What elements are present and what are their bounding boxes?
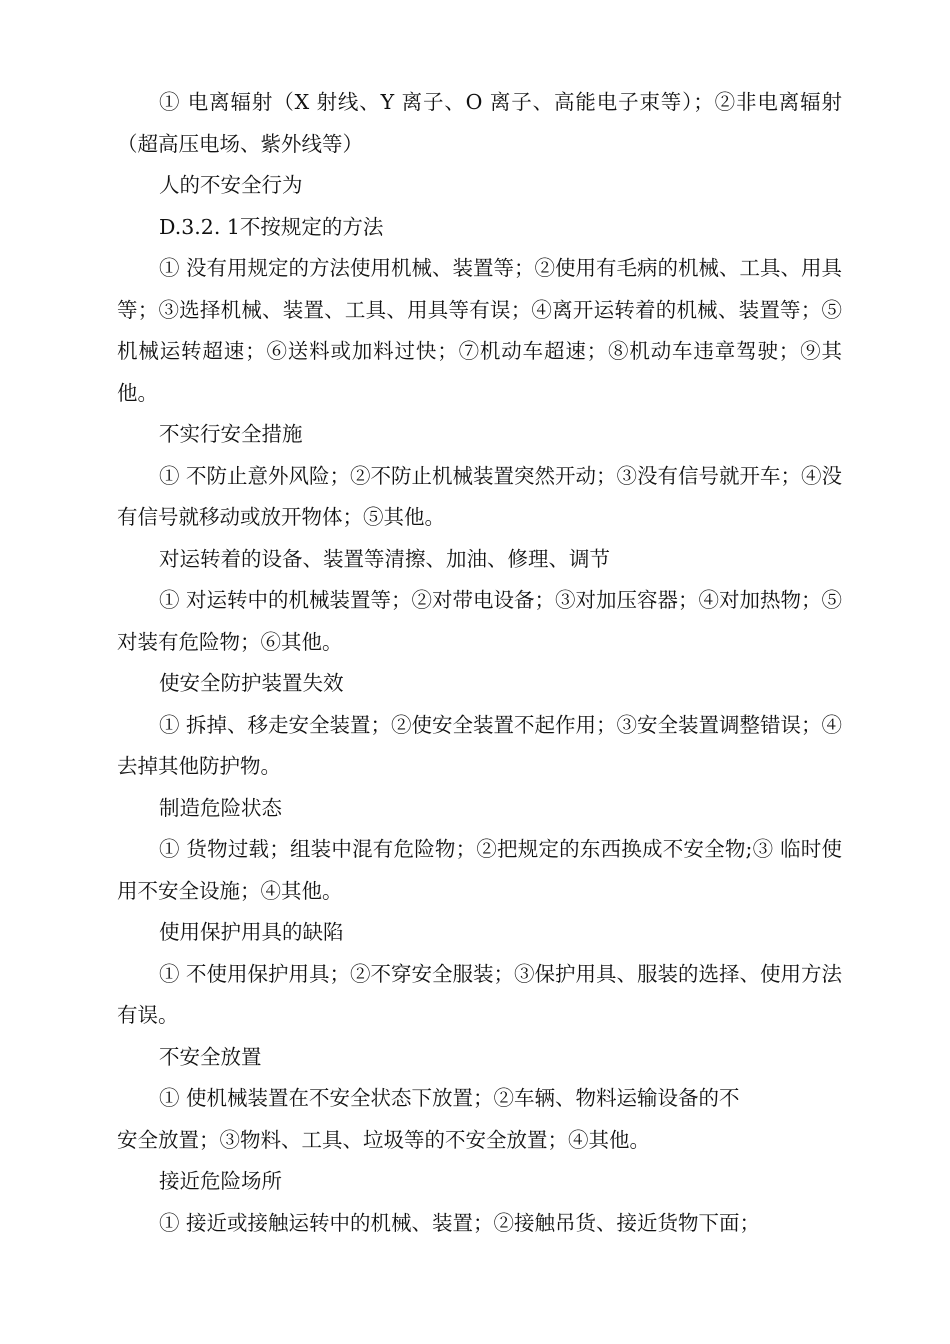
placement-line-2: 安全放置；③物料、工具、垃圾等的不安全放置；④其他。	[117, 1127, 650, 1152]
unsafe-placement-items	[117, 1078, 842, 1161]
heading-unsafe-placement: 不安全放置	[159, 1044, 262, 1069]
protective-gear-items: ① 不使用保护用具；②不穿安全服装；③保护用具、服装的选择、使用方法有误。	[117, 961, 843, 1027]
heading-no-safety-measures: 不实行安全措施	[159, 422, 303, 446]
running-equipment-items: ① 对运转中的机械装置等；②对带电设备；③对加压容器；④对加热物；⑤对装有危险物；⑥其他。	[117, 588, 843, 654]
disable-protection-items: ① 拆掉、移走安全装置；②使安全装置不起作用；③安全装置调整错误；④去掉其他防护物。	[117, 712, 843, 778]
heading-disable-protection: 使安全防护装置失效	[159, 671, 344, 695]
document-page	[117, 82, 842, 1244]
method-items: ① 没有用规定的方法使用机械、装置等；②使用有毛病的机械、工具、用具等；③选择机械、装置、工具、用具等有误；④离开运转着的机械、装置等；⑤机械运转超速；⑥送料或加料过快；⑦机动车超速；⑧机动车违章驾驶；⑨其他。	[117, 256, 843, 405]
heading-d3-2-1: D.3.2. 1不按规定的方法	[159, 214, 384, 239]
create-danger-items: ① 货物过载；组装中混有危险物；②把规定的东西换成不安全物;③ 临时使用不安全设施；④其他。	[117, 837, 842, 903]
heading-protective-gear: 使用保护用具的缺陷	[159, 920, 344, 944]
safety-measure-items: ① 不防止意外风险；②不防止机械装置突然开动；③没有信号就开车；④没有信号就移动或放开物体；⑤其他。	[117, 463, 843, 529]
radiation-items: ① 电离辐射（X 射线、Y 离子、O 离子、高能电子束等）；②非电离辐射（超高压电场、紫外线等）	[117, 90, 842, 156]
heading-create-danger: 制造危险状态	[159, 795, 282, 820]
placement-line-1: ① 使机械装置在不安全状态下放置；②车辆、物料运输设备的不	[159, 1086, 740, 1110]
heading-unsafe-behavior: 人的不安全行为	[159, 173, 303, 197]
heading-approach-danger: 接近危险场所	[159, 1169, 282, 1193]
approach-danger-items: ① 接近或接触运转中的机械、装置；②接触吊货、接近货物下面；	[159, 1210, 761, 1235]
heading-running-equipment: 对运转着的设备、装置等清擦、加油、修理、调节	[159, 546, 610, 571]
